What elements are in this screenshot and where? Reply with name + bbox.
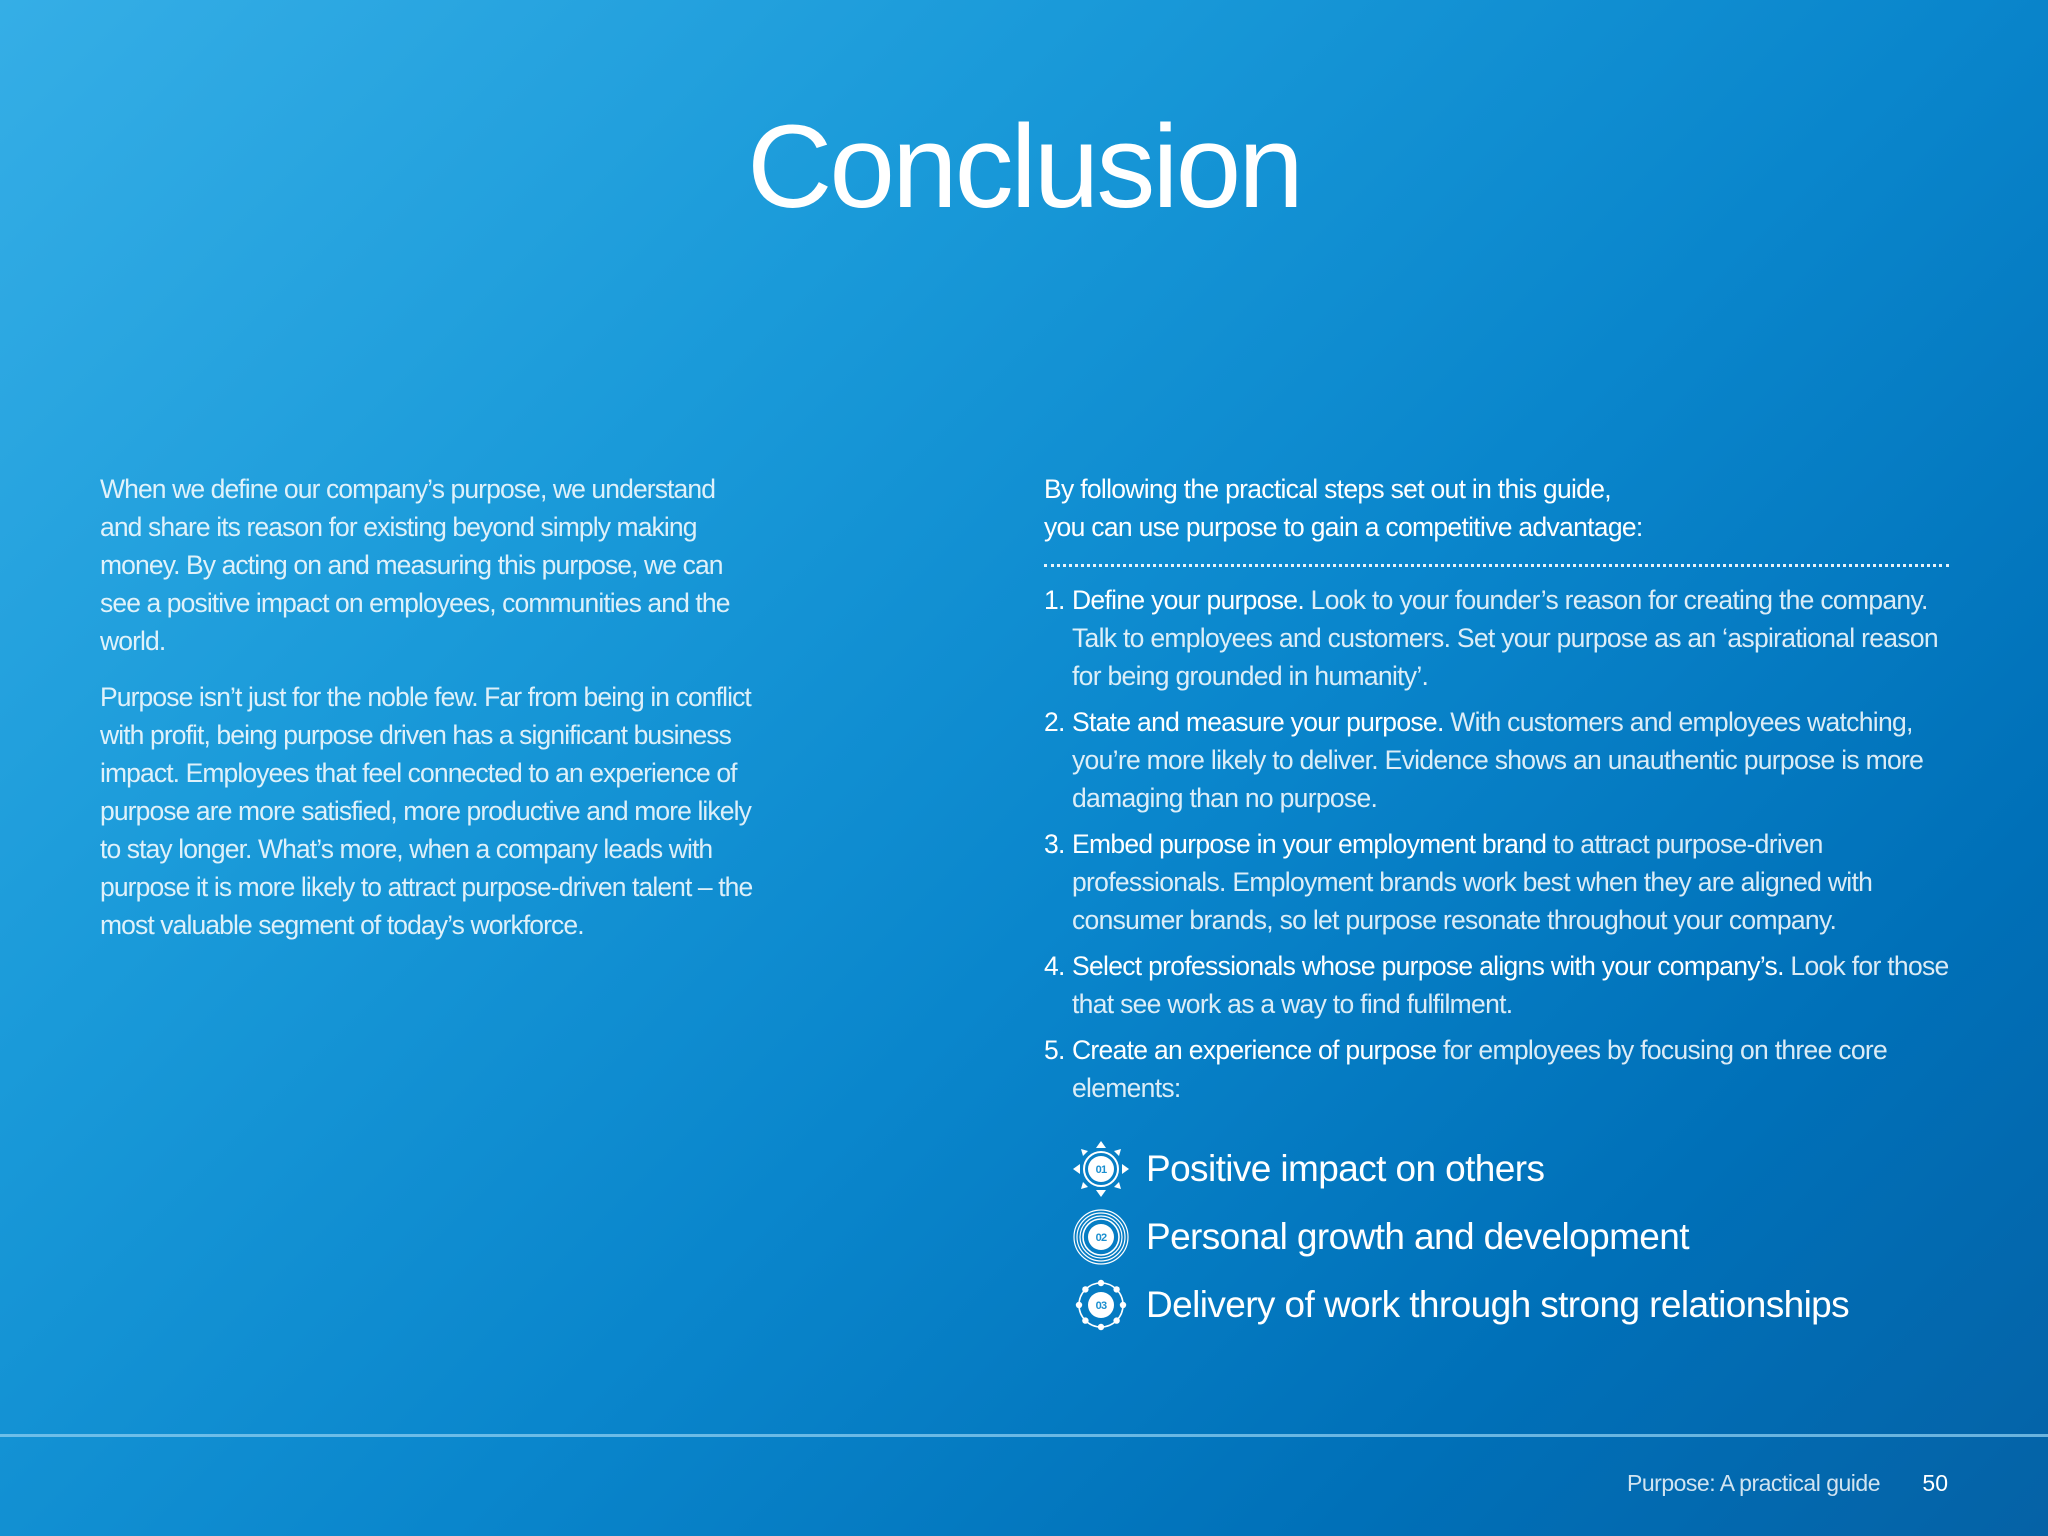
- step-text: Look to your founder’s reason for creating the company. Talk to employees and customers. Set your purpose as an ‘aspirational reason for being grounded in humanity’.: [1072, 585, 1938, 691]
- steps-intro: [1044, 470, 1954, 546]
- step-item: [1044, 825, 1954, 939]
- step-text: With customers and employees watching, you’re more likely to deliver. Evidence shows an unauthentic purpose is more damaging than no purpose.: [1072, 707, 1924, 813]
- core-elements-list: [1072, 1135, 1954, 1339]
- step-item: [1044, 703, 1954, 817]
- step-text: to attract purpose-driven professionals. Employment brands work best when they are aligned with consumer brands, so let purpose resonate throughout your company.: [1072, 829, 1873, 935]
- footer-guide-title: Purpose: A practical guide: [1627, 1470, 1880, 1496]
- concentric-rings-icon: [1072, 1208, 1130, 1266]
- step-heading: Create an experience of purpose: [1072, 1035, 1437, 1065]
- core-element-label: Personal growth and development: [1146, 1216, 1689, 1257]
- step-text: for employees by focusing on three core elements:: [1072, 1035, 1888, 1103]
- core-element-label: Positive impact on others: [1146, 1148, 1545, 1189]
- steps-intro-line: By following the practical steps set out in this guide,: [1044, 474, 1611, 504]
- step-heading: Select professionals whose purpose aligns with your company’s.: [1072, 951, 1784, 981]
- core-element-item: [1072, 1271, 1954, 1339]
- step-item: [1044, 947, 1954, 1023]
- dotted-divider: [1044, 564, 1949, 567]
- core-element-item: [1072, 1135, 1954, 1203]
- arrows-burst-icon: [1072, 1140, 1130, 1198]
- step-number: 4.: [1044, 951, 1065, 981]
- core-element-label: Delivery of work through strong relationships: [1146, 1284, 1850, 1325]
- badge-number: 03: [1095, 1300, 1107, 1312]
- step-number: 2.: [1044, 707, 1065, 737]
- connected-nodes-icon: [1072, 1276, 1130, 1334]
- step-heading: Define your purpose.: [1072, 585, 1305, 615]
- badge-number: 01: [1095, 1164, 1107, 1176]
- footer-divider: [0, 1434, 2048, 1437]
- steps-list: [1044, 581, 1954, 1107]
- step-number: 3.: [1044, 829, 1065, 859]
- step-item: [1044, 1031, 1954, 1107]
- core-element-item: [1072, 1203, 1954, 1271]
- steps-column: [1044, 470, 1954, 1339]
- page-number: 50: [1922, 1470, 1948, 1496]
- page-title: Conclusion: [747, 101, 1301, 233]
- badge-number: 02: [1095, 1232, 1107, 1244]
- intro-column: [100, 470, 760, 962]
- paragraph: Purpose isn’t just for the noble few. Far from being in conflict with profit, being purpose driven has a significant business impact. Employees that feel connected to an experience of purpose are more satisfied, more productive and more likely to stay longer. What’s more, when a company leads with purpose it is more likely to attract purpose-driven talent – the most valuable segment of today’s workforce.: [100, 682, 753, 940]
- steps-intro-line: you can use purpose to gain a competitive advantage:: [1044, 512, 1643, 542]
- step-heading: State and measure your purpose.: [1072, 707, 1444, 737]
- step-number: 1.: [1044, 585, 1065, 615]
- step-number: 5.: [1044, 1035, 1065, 1065]
- step-heading: Embed purpose in your employment brand: [1072, 829, 1547, 859]
- paragraph: When we define our company’s purpose, we understand and share its reason for existing beyond simply making money. By acting on and measuring this purpose, we can see a positive impact on employees, communities and the world.: [100, 474, 730, 656]
- step-text: Look for those that see work as a way to find fulfilment.: [1072, 951, 1949, 1019]
- step-item: [1044, 581, 1954, 695]
